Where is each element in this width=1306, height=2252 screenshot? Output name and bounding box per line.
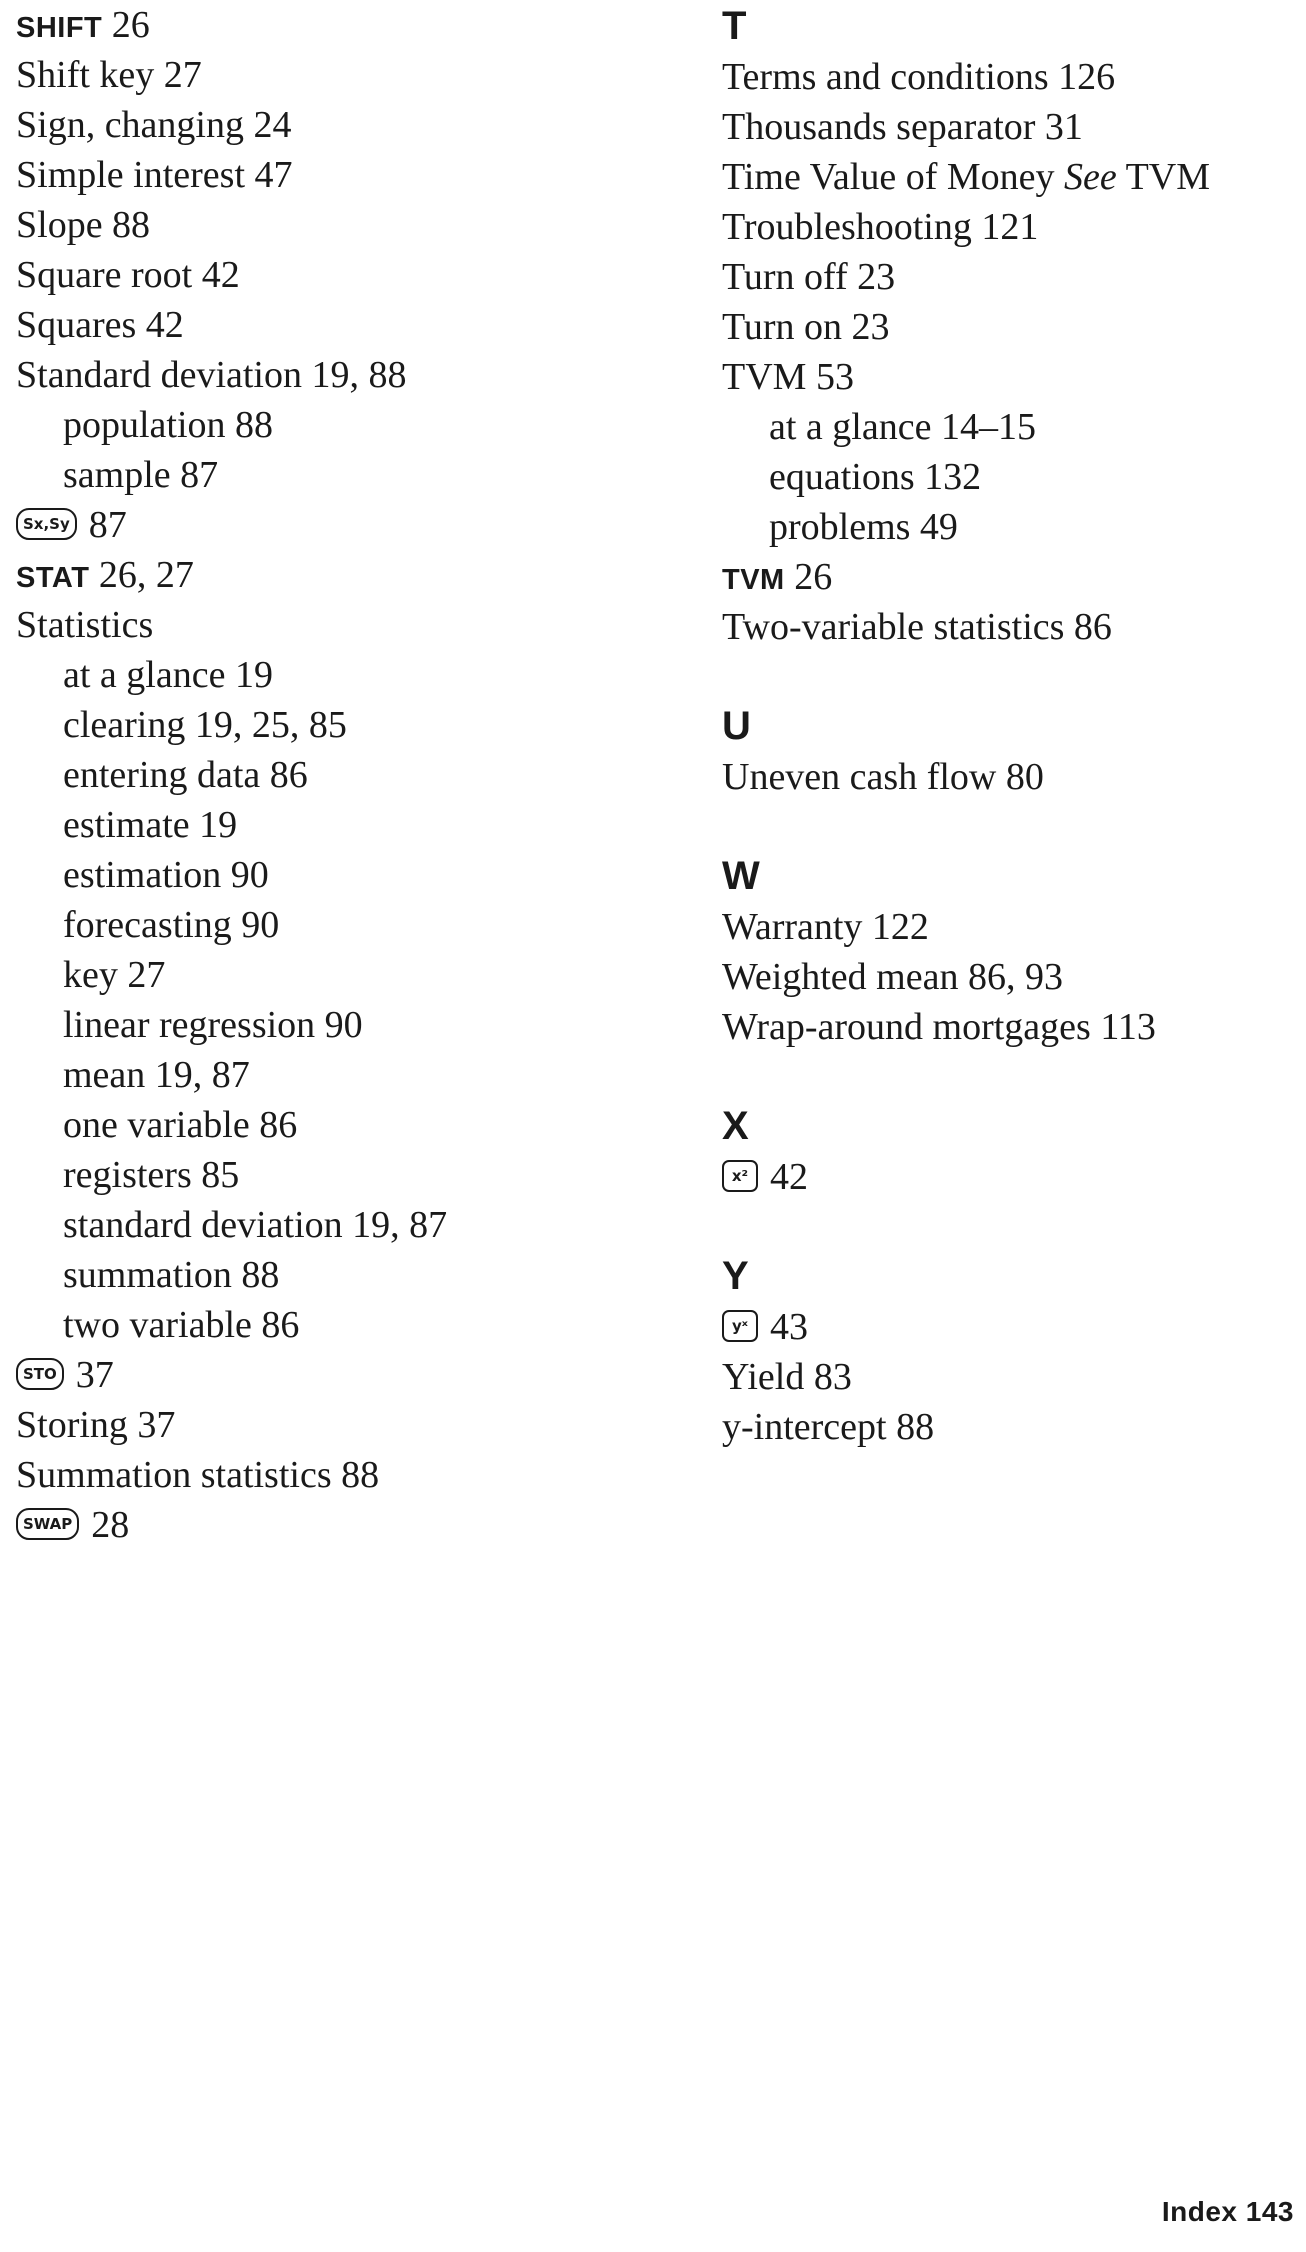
sxsy-key-icon: Sx,Sy — [16, 508, 77, 540]
index-entry-statistics: Statistics — [16, 604, 154, 646]
index-subentry: estimation 90 — [63, 854, 269, 896]
index-entry: Warranty 122 — [722, 906, 929, 948]
index-subentry: sample 87 — [63, 454, 219, 496]
index-subentry: linear regression 90 — [63, 1004, 363, 1046]
index-entry: Turn off 23 — [722, 256, 896, 298]
index-entry-shift: SHIFT 26 — [16, 4, 150, 46]
index-entry-sto: STO 37 — [16, 1350, 696, 1400]
section-letter-t: T — [722, 4, 747, 48]
index-subentry: equations 132 — [769, 456, 982, 498]
index-subentry: clearing 19, 25, 85 — [63, 704, 347, 746]
index-subentry: at a glance 19 — [63, 654, 273, 696]
index-entry: Weighted mean 86, 93 — [722, 956, 1063, 998]
index-entry-x2: x² 42 — [722, 1152, 1302, 1202]
index-entry: Yield 83 — [722, 1356, 852, 1398]
index-entry: Squares 42 — [16, 304, 184, 346]
page-footer: Index 143 — [1161, 2196, 1294, 2227]
index-entry: Terms and conditions 126 — [722, 56, 1116, 98]
index-subentry: at a glance 14–15 — [769, 406, 1036, 448]
index-subentry: estimate 19 — [63, 804, 238, 846]
see-reference: See — [1064, 156, 1117, 198]
index-subentry: mean 19, 87 — [63, 1054, 250, 1096]
index-entry-sxsy: Sx,Sy 87 — [16, 500, 696, 550]
index-subentry: key 27 — [63, 954, 166, 996]
index-entry-yx: yˣ 43 — [722, 1302, 1302, 1352]
index-entry: Troubleshooting 121 — [722, 206, 1039, 248]
tvm-keyword: TVM — [722, 564, 785, 596]
index-subentry: forecasting 90 — [63, 904, 280, 946]
index-entry: Sign, changing 24 — [16, 104, 292, 146]
index-entry: Storing 37 — [16, 1404, 176, 1446]
stat-keyword: STAT — [16, 562, 90, 594]
index-entry-time-value: Time Value of Money See TVM — [722, 156, 1211, 198]
index-entry-tvm-key: TVM 26 — [722, 556, 833, 598]
index-subentry: registers 85 — [63, 1154, 240, 1196]
index-entry: Turn on 23 — [722, 306, 890, 348]
index-subentry: problems 49 — [769, 506, 958, 548]
index-entry: Uneven cash flow 80 — [722, 756, 1044, 798]
index-subentry: population 88 — [63, 404, 274, 446]
section-letter-y: Y — [722, 1254, 749, 1298]
index-subentry: two variable 86 — [63, 1304, 300, 1346]
index-entry: Slope 88 — [16, 204, 151, 246]
shift-keyword: SHIFT — [16, 12, 103, 44]
section-letter-x: X — [722, 1104, 749, 1148]
index-entry: Summation statistics 88 — [16, 1454, 380, 1496]
y-power-x-key-icon: yˣ — [722, 1310, 758, 1342]
index-entry: Simple interest 47 — [16, 154, 293, 196]
index-right-column — [722, 0, 1302, 1452]
section-letter-w: W — [722, 854, 760, 898]
x-squared-key-icon: x² — [722, 1160, 758, 1192]
index-entry: Square root 42 — [16, 254, 240, 296]
swap-key-icon: SWAP — [16, 1508, 79, 1540]
section-letter-u: U — [722, 704, 751, 748]
index-entry-stat: STAT 26, 27 — [16, 554, 194, 596]
index-entry: Shift key 27 — [16, 54, 202, 96]
index-entry: Standard deviation 19, 88 — [16, 354, 407, 396]
index-entry: Two-variable statistics 86 — [722, 606, 1112, 648]
index-subentry: standard deviation 19, 87 — [63, 1204, 448, 1246]
index-subentry: one variable 86 — [63, 1104, 298, 1146]
index-subentry: summation 88 — [63, 1254, 280, 1296]
index-entry-swap: SWAP 28 — [16, 1500, 696, 1550]
index-entry: TVM 53 — [722, 356, 854, 398]
index-subentry: entering data 86 — [63, 754, 308, 796]
index-entry: y-intercept 88 — [722, 1406, 935, 1448]
index-entry: Wrap-around mortgages 113 — [722, 1006, 1156, 1048]
index-left-column — [16, 0, 696, 1550]
sto-key-icon: STO — [16, 1358, 64, 1390]
index-entry: Thousands separator 31 — [722, 106, 1083, 148]
